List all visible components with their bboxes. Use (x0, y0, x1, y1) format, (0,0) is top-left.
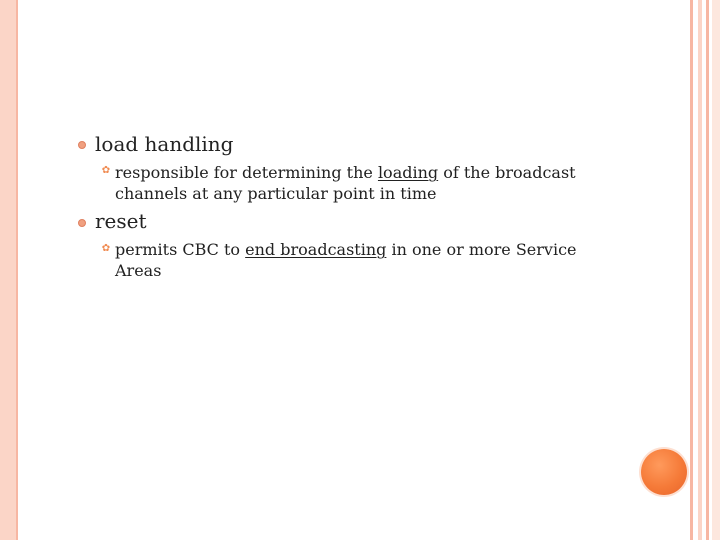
sub-text-line2: channels at any particular point in time (115, 184, 437, 203)
right-frame-band (698, 0, 702, 540)
bullet-dot-icon (78, 219, 86, 227)
right-frame-line (690, 0, 693, 540)
sub-bullet-text (115, 239, 635, 281)
sub-bullet-text (115, 162, 635, 204)
sub-bullet-icon: ✿ (101, 243, 111, 254)
right-frame-edge (712, 0, 720, 540)
left-frame-band (0, 0, 16, 540)
bullet-dot-icon (78, 141, 86, 149)
sub-text-line2: Areas (115, 261, 162, 280)
left-frame-line (16, 0, 18, 540)
sub-bullet-icon: ✿ (101, 165, 111, 176)
accent-circle (641, 449, 687, 495)
underlined-term: loading (377, 163, 439, 182)
sub-text-after: of the broadcast (438, 163, 576, 182)
bullet-title: load handling (95, 132, 234, 156)
bullet-title: reset (95, 209, 147, 233)
sub-text-after: in one or more Service (386, 240, 577, 259)
sub-text-before: responsible for determining the (115, 163, 378, 182)
sub-text-before: permits CBC to (115, 240, 246, 259)
underlined-term: end broadcasting (245, 240, 387, 259)
right-frame-line (706, 0, 709, 540)
